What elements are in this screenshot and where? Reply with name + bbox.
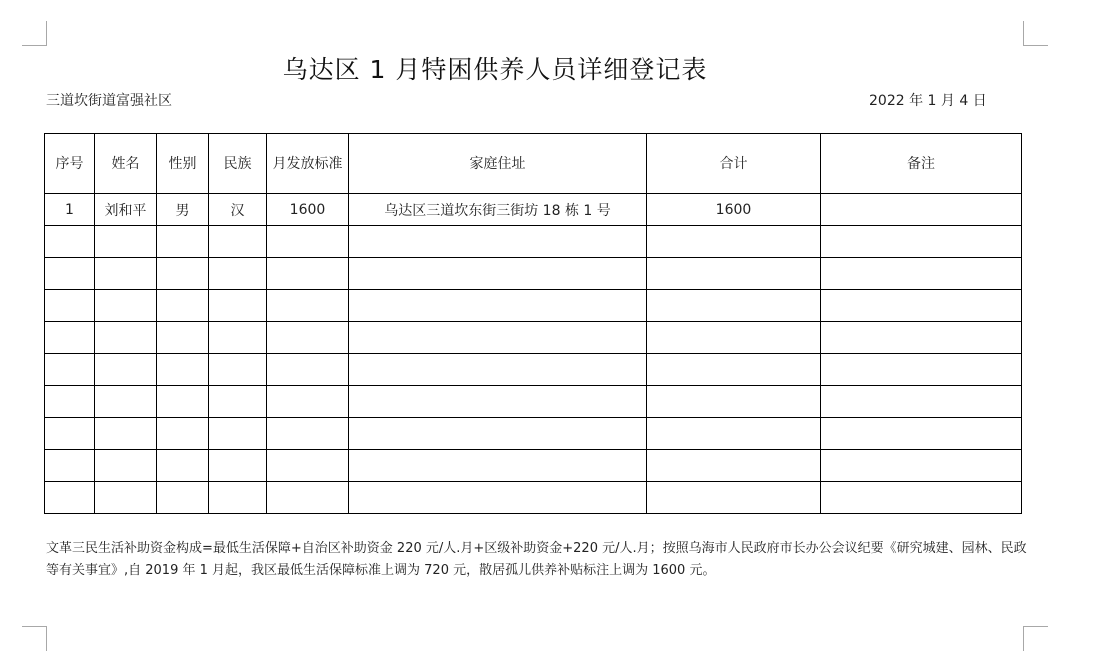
table-cell-empty (647, 322, 821, 354)
cell-index: 1 (45, 194, 95, 226)
table-cell-empty (821, 354, 1022, 386)
table-cell-empty (157, 482, 209, 514)
table-row-empty (45, 450, 1022, 482)
table-cell-empty (209, 322, 267, 354)
table-cell-empty (267, 258, 349, 290)
table-cell-empty (349, 354, 647, 386)
table-header-row (45, 134, 1022, 194)
table-cell-empty (157, 322, 209, 354)
table-cell-empty (45, 322, 95, 354)
table-cell-empty (95, 258, 157, 290)
page-corner-bottom-right (1023, 626, 1048, 651)
table-cell-empty (157, 418, 209, 450)
table-cell-empty (349, 226, 647, 258)
page-corner-top-left (22, 21, 47, 46)
table-cell-empty (647, 418, 821, 450)
table-cell-empty (267, 450, 349, 482)
table-cell-empty (647, 482, 821, 514)
table-cell-empty (45, 418, 95, 450)
table-cell-empty (647, 258, 821, 290)
table-cell-empty (45, 450, 95, 482)
document-title: 乌达区 1 月特困供养人员详细登记表 (282, 55, 708, 84)
table-cell-empty (821, 290, 1022, 322)
cell-address: 乌达区三道坎东街三街坊 18 栋 1 号 (349, 194, 647, 226)
table-row-empty (45, 290, 1022, 322)
table-row-empty (45, 322, 1022, 354)
header-total: 合计 (647, 134, 821, 194)
table-cell-empty (349, 386, 647, 418)
table-cell-empty (267, 290, 349, 322)
table-cell-empty (821, 386, 1022, 418)
table-cell-empty (209, 386, 267, 418)
table-cell-empty (267, 386, 349, 418)
table-cell-empty (267, 418, 349, 450)
table-cell-empty (45, 386, 95, 418)
register-table (44, 133, 1022, 514)
table-cell-empty (267, 354, 349, 386)
cell-ethnicity: 汉 (209, 194, 267, 226)
header-index: 序号 (45, 134, 95, 194)
table-cell-empty (821, 322, 1022, 354)
table-row-empty (45, 354, 1022, 386)
table-cell-empty (209, 354, 267, 386)
table-cell-empty (45, 354, 95, 386)
cell-remarks (821, 194, 1022, 226)
table-cell-empty (45, 258, 95, 290)
table-cell-empty (157, 258, 209, 290)
table-cell-empty (349, 418, 647, 450)
table-cell-empty (209, 482, 267, 514)
table-cell-empty (349, 450, 647, 482)
table-cell-empty (821, 226, 1022, 258)
table-cell-empty (95, 482, 157, 514)
header-monthly-standard: 月发放标准 (267, 134, 349, 194)
table-cell-empty (157, 450, 209, 482)
table-cell-empty (209, 418, 267, 450)
header-ethnicity: 民族 (209, 134, 267, 194)
header-remarks: 备注 (821, 134, 1022, 194)
table-cell-empty (349, 322, 647, 354)
table-cell-empty (209, 450, 267, 482)
table-cell-empty (157, 354, 209, 386)
table-cell-empty (209, 226, 267, 258)
table-row (45, 194, 1022, 226)
table-cell-empty (157, 290, 209, 322)
table-cell-empty (45, 226, 95, 258)
table-cell-empty (821, 450, 1022, 482)
table-cell-empty (95, 290, 157, 322)
table-row-empty (45, 482, 1022, 514)
table-cell-empty (267, 482, 349, 514)
table-cell-empty (349, 290, 647, 322)
table-cell-empty (95, 354, 157, 386)
page-corner-bottom-left (22, 626, 47, 651)
table-cell-empty (45, 290, 95, 322)
header-gender: 性别 (157, 134, 209, 194)
table-cell-empty (95, 386, 157, 418)
cell-gender: 男 (157, 194, 209, 226)
table-cell-empty (267, 226, 349, 258)
table-cell-empty (647, 354, 821, 386)
cell-total: 1600 (647, 194, 821, 226)
table-row-empty (45, 418, 1022, 450)
table-cell-empty (647, 226, 821, 258)
footnote: 文革三民生活补助资金构成=最低生活保障+自治区补助资金 220 元/人.月+区级补助资金+220 元/人.月；按照乌海市人民政府市长办公会议纪要《研究城建、园林、民政等有关事宜》,自 2019 年 1 月起，我区最低生活保障标准上调为 720 元，散居孤儿供养补贴标注上调为 1600 元。 (46, 541, 1027, 578)
table-row-empty (45, 226, 1022, 258)
cell-name: 刘和平 (95, 194, 157, 226)
table-cell-empty (95, 450, 157, 482)
table-cell-empty (647, 386, 821, 418)
table-cell-empty (95, 418, 157, 450)
table-cell-empty (267, 322, 349, 354)
table-cell-empty (157, 386, 209, 418)
header-address: 家庭住址 (349, 134, 647, 194)
header-name: 姓名 (95, 134, 157, 194)
table-cell-empty (45, 482, 95, 514)
document-date: 2022 年 1 月 4 日 (869, 93, 987, 109)
table-cell-empty (821, 418, 1022, 450)
table-row-empty (45, 386, 1022, 418)
community-name: 三道坎街道富强社区 (46, 93, 172, 109)
table-cell-empty (209, 290, 267, 322)
cell-monthly-standard: 1600 (267, 194, 349, 226)
table-cell-empty (647, 450, 821, 482)
table-cell-empty (95, 322, 157, 354)
table-cell-empty (349, 258, 647, 290)
table-row-empty (45, 258, 1022, 290)
table-cell-empty (821, 482, 1022, 514)
table-cell-empty (95, 226, 157, 258)
table-cell-empty (821, 258, 1022, 290)
page-corner-top-right (1023, 21, 1048, 46)
table-cell-empty (157, 226, 209, 258)
table-cell-empty (209, 258, 267, 290)
table-cell-empty (349, 482, 647, 514)
table-cell-empty (647, 290, 821, 322)
